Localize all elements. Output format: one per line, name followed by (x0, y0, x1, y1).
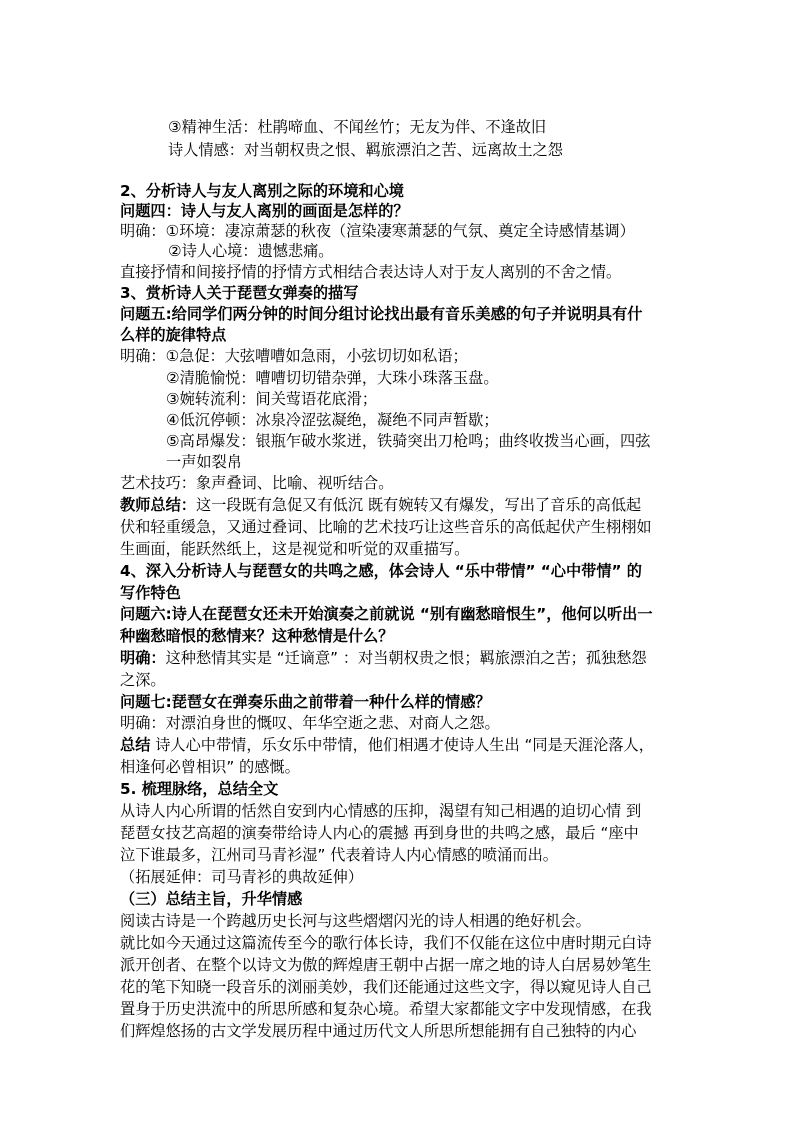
paragraph-line (120, 648, 676, 668)
section-heading: 2、分析诗人与友人离别之际的环境和心境 (120, 182, 404, 200)
paragraph-line: 相逢何必曾相识” 的感慨。 (120, 758, 300, 776)
clarify-label: 明确： (120, 649, 166, 667)
paragraph-line: 泣下谁最多，江州司马青衫湿” 代表着诗人内心情感的喷涌而出。 (120, 846, 558, 864)
paragraph-line: ④低沉停顿：冰泉冷涩弦凝绝，凝绝不同声暂歇； (166, 411, 499, 429)
paragraph-line: 明确：对漂泊身世的慨叹、年华空逝之悲、对商人之怨。 (120, 714, 500, 732)
paragraph-line: 生画面，能跃然纸上，这是视觉和听觉的双重描写。 (120, 540, 470, 558)
paragraph-line: 置身于历史洪流中的所思所感和复杂心境。希望大家都能文字中发现情感，在我 (120, 1000, 652, 1018)
section-heading: 3、赏析诗人关于琵琶女弹奏的描写 (120, 284, 359, 302)
paragraph-line: 一声如裂帛 (166, 453, 242, 471)
paragraph-line: ②清脆愉悦：嘈嘈切切错杂弹，大珠小珠落玉盘。 (166, 369, 499, 387)
paragraph-line: 派开创者、在整个以诗文为傲的辉煌唐王朝中占据一席之地的诗人白居易妙笔生 (120, 956, 652, 974)
paragraph-line: 阅读古诗是一个跨越历史长河与这些熠熠闪光的诗人相遇的绝好机会。 (120, 912, 591, 930)
paragraph-line: 之深。 (120, 671, 166, 689)
paragraph-line: 琵琶女技艺高超的演奏带给诗人内心的震撼 再到身世的共鸣之感，最后 “座中 (120, 824, 639, 842)
paragraph-line: ⑤高昂爆发：银瓶乍破水浆迸，铁骑突出刀枪鸣；曲终收拨当心画，四弦 (166, 432, 651, 450)
question-heading: 问题四：诗人与友人离别的画面是怎样的？ (120, 202, 409, 220)
paragraph-line: 伏和轻重缓急，又通过叠词、比喻的艺术技巧让这些音乐的高低起伏产生栩栩如 (120, 518, 652, 536)
section-heading: 写作特色 (120, 584, 181, 602)
paragraph-line: 花的笔下知晓一段音乐的浏丽美妙，我们还能通过这些文字，得以窥见诗人自己 (120, 978, 652, 996)
paragraph-line: ②诗人心境：遗憾悲痛。 (168, 242, 334, 260)
paragraph-line: 就比如今天通过这篇流传至今的歌行体长诗，我们不仅能在这位中唐时期元白诗 (120, 934, 652, 952)
teacher-summary-label: 教师总结： (120, 496, 196, 514)
paragraph-line: 诗人情感：对当朝权贵之恨、羁旅漂泊之苦、远离故土之怨 (168, 141, 563, 159)
paragraph-line: 明确：①环境：凄凉萧瑟的秋夜（渲染凄寒萧瑟的气氛、奠定全诗感情基调） (120, 222, 635, 240)
paragraph-line: 从诗人内心所谓的恬然自安到内心情感的压抑，渴望有知己相遇的迫切心情 到 (120, 802, 642, 820)
paragraph-line: 们辉煌悠扬的古文学发展历程中通过历代文人所思所想能拥有自己独特的内心 (120, 1022, 637, 1040)
paragraph-line: ③婉转流利：间关莺语花底滑； (166, 390, 378, 408)
paragraph-line: 明确：①急促：大弦嘈嘈如急雨，小弦切切如私语； (120, 347, 468, 365)
section-heading: （三）总结主旨，升华情感 (120, 890, 303, 908)
paragraph-line: （拓展延伸：司马青衫的典故延伸） (120, 868, 363, 886)
question-heading: 种幽愁暗恨的愁情来？这种愁情是什么？ (120, 627, 394, 645)
paragraph-line: 直接抒情和间接抒情的抒情方式相结合表达诗人对于友人离别的不舍之情。 (120, 263, 622, 281)
paragraph-text: 这种愁情其实是 “迁谪意” ：对当朝权贵之恨；羁旅漂泊之苦；孤独愁怨 (165, 649, 647, 667)
section-heading: 4、深入分析诗人与琵琶女的共鸣之感，体会诗人 “乐中带情” “心中带情” 的 (120, 562, 642, 580)
question-heading: 问题六:诗人在琵琶女还未开始演奏之前就说 “别有幽愁暗恨生”，他何以听出一 (120, 605, 653, 623)
paragraph-line (120, 735, 676, 755)
question-heading: 么样的旋律特点 (120, 326, 227, 344)
paragraph-text: 诗人心中带情，乐女乐中带情，他们相遇才使诗人生出 “同是天涯沦落人， (155, 736, 654, 754)
paragraph-text: 这一段既有急促又有低沉 既有婉转又有爆发，写出了音乐的高低起 (195, 496, 642, 514)
paragraph-line: 艺术技巧：象声叠词、比喻、视听结合。 (120, 474, 394, 492)
paragraph-line: ③精神生活：杜鹃啼血、不闻丝竹；无友为伴、不逢故旧 (168, 118, 547, 136)
paragraph-line (120, 495, 676, 515)
section-heading: 5. 梳理脉络，总结全文 (120, 780, 279, 798)
question-heading: 问题五:给同学们两分钟的时间分组讨论找出最有音乐美感的句子并说明具有什 (120, 305, 643, 323)
question-heading: 问题七:琵琶女在弹奏乐曲之前带着一种什么样的情感？ (120, 693, 491, 711)
summary-label: 总结 (120, 736, 151, 754)
